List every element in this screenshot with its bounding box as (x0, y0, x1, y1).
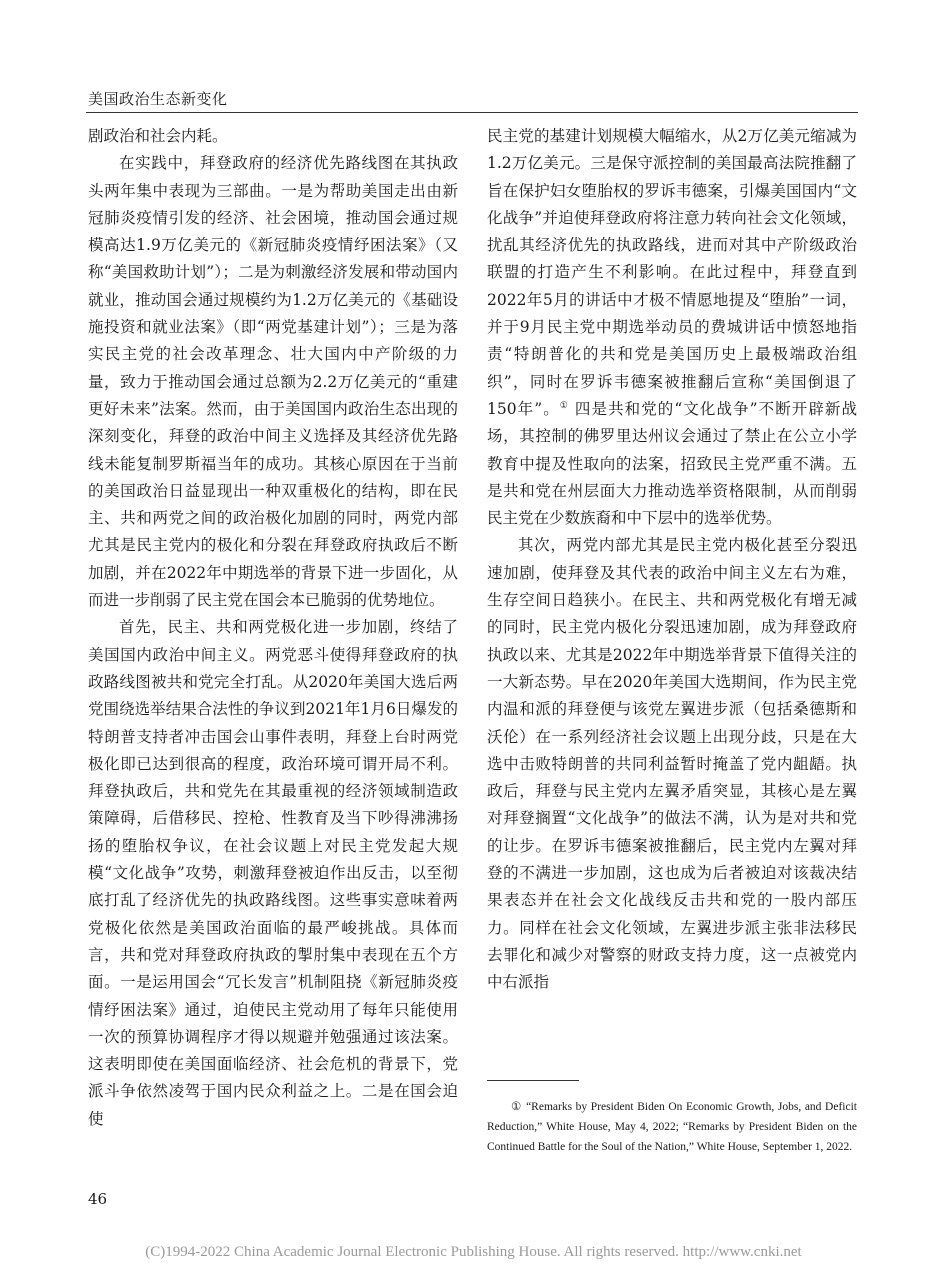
page-number: 46 (88, 1190, 108, 1208)
paragraph-text: 民主党的基建计划规模大幅缩水，从2万亿美元缩减为1.2万亿美元。三是保守派控制的美国最高法院推翻了旨在保护妇女堕胎权的罗诉韦德案，引爆美国国内“文化战争”并迫使拜登政府将注意力转向社会文化领域，扰乱其经济优先的执政路线，进而对其中产阶级政治联盟的打造产生不利影响。在此过程中，拜登直到2022年5月的讲话中才极不情愿地提及“堕胎”一词，并于9月民主党中期选举动员的费城讲话中愤怒地指责“特朗普化的共和党是美国历史上最极端政治组织”，同时在罗诉韦德案被推翻后宣称“美国倒退了150年”。 (487, 127, 857, 418)
copyright-watermark: (C)1994-2022 China Academic Journal Electronic Publishing House. All rights reserved. http://www.cnki.net (145, 1244, 802, 1260)
paragraph: 在实践中，拜登政府的经济优先路线图在其执政头两年集中表现为三部曲。一是为帮助美国走出由新冠肺炎疫情引发的经济、社会困境，推动国会通过规模高达1.9万亿美元的《新冠肺炎疫情纾困法案》（又称“美国救助计划”）；二是为刺激经济发展和带动国内就业，推动国会通过规模约为1.2万亿美元的《基础设施投资和就业法案》（即“两党基建计划”）；三是为落实民主党的社会改革理念、壮大国内中产阶级的力量，致力于推动国会通过总额为2.2万亿美元的“重建更好未来”法案。然而，由于美国国内政治生态出现的深刻变化，拜登的政治中间主义选择及其经济优先路线未能复制罗斯福当年的成功。其核心原因在于当前的美国政治日益显现出一种双重极化的结构，即在民主、共和两党之间的政治极化加剧的同时，两党内部尤其是民主党内的极化和分裂在拜登政府执政后不断加剧，并在2022年中期选举的背景下进一步固化，从而进一步削弱了民主党在国会本已脆弱的优势地位。 (88, 154, 458, 610)
paragraph (487, 123, 857, 532)
running-header: 美国政治生态新变化 (88, 90, 228, 108)
paragraph: 剧政治和社会内耗。 (88, 127, 228, 145)
footnote-reference[interactable]: ① (559, 400, 569, 411)
right-column (487, 123, 857, 997)
paragraph: 首先，民主、共和两党极化进一步加剧，终结了美国国内政治中间主义。两党恶斗使得拜登政府的执政路线图被共和党完全打乱。从2020年美国大选后两党围绕选举结果合法性的争议到2021年1月6日爆发的特朗普支持者冲击国会山事件表明，拜登上台时两党极化即已达到很高的程度，政治环境可谓开局不利。拜登执政后，共和党先在其最重视的经济领域制造政策障碍，后借移民、控枪、性教育及当下吵得沸沸扬扬的堕胎权争议，在社会议题上对民主党发起大规模“文化战争”攻势，刺激拜登被迫作出反击，以至彻底打乱了经济优先的执政路线图。这些事实意味着两党极化依然是美国政治面临的最严峻挑战。具体而言，共和党对拜登政府执政的掣肘集中表现在五个方面。一是运用国会“冗长发言”机制阻挠《新冠肺炎疫情纾困法案》通过，迫使民主党动用了每年只能使用一次的预算协调程序才得以规避并勉强通过该法案。这表明即使在美国面临经济、社会危机的背景下，党派斗争依然凌驾于国内民众利益之上。二是在国会迫使 (88, 618, 458, 1128)
header-rule (86, 112, 858, 113)
paragraph: 其次，两党内部尤其是民主党内极化甚至分裂迅速加剧，使拜登及其代表的政治中间主义左右为难，生存空间日趋狭小。在民主、共和两党极化有增无减的同时，民主党内极化分裂迅速加剧，成为拜登政府执政以来、尤其是2022年中期选举背景下值得关注的一大新态势。早在2020年美国大选期间，作为民主党内温和派的拜登便与该党左翼进步派（包括桑德斯和沃伦）在一系列经济社会议题上出现分歧，只是在大选中击败特朗普的共同利益暂时掩盖了党内龃龉。执政后，拜登与民主党内左翼矛盾突显，其核心是左翼对拜登搁置“文化战争”的做法不满，认为是对共和党的让步。在罗诉韦德案被推翻后，民主党内左翼对拜登的不满进一步加剧，这也成为后者被迫对该裁决结果表态并在社会文化战线反击共和党的一股内部压力。同样在社会文化领域，左翼进步派主张非法移民去罪化和减少对警察的财政支持力度，这一点被党内中右派指 (487, 536, 857, 992)
footnote-mark: ① (511, 1101, 523, 1113)
paragraph-text: 四是共和党的“文化战争”不断开辟新战场，其控制的佛罗里达州议会通过了禁止在公立小学教育中提及性取向的法案，招致民主党严重不满。五是共和党在州层面大力推动选举资格限制，从而削弱民主党在少数族裔和中下层中的选举优势。 (487, 399, 857, 528)
left-column (88, 123, 458, 1133)
footnote-rule (487, 1080, 579, 1081)
footnote (487, 1097, 857, 1157)
footnote-text: “Remarks by President Biden On Economic Growth, Jobs, and Deficit Reduction,” White House, May 4, 2022; “Remarks by President Biden on the Continued Battle for the Soul of the Nation,” White House, September 1, 2022. (487, 1101, 857, 1153)
